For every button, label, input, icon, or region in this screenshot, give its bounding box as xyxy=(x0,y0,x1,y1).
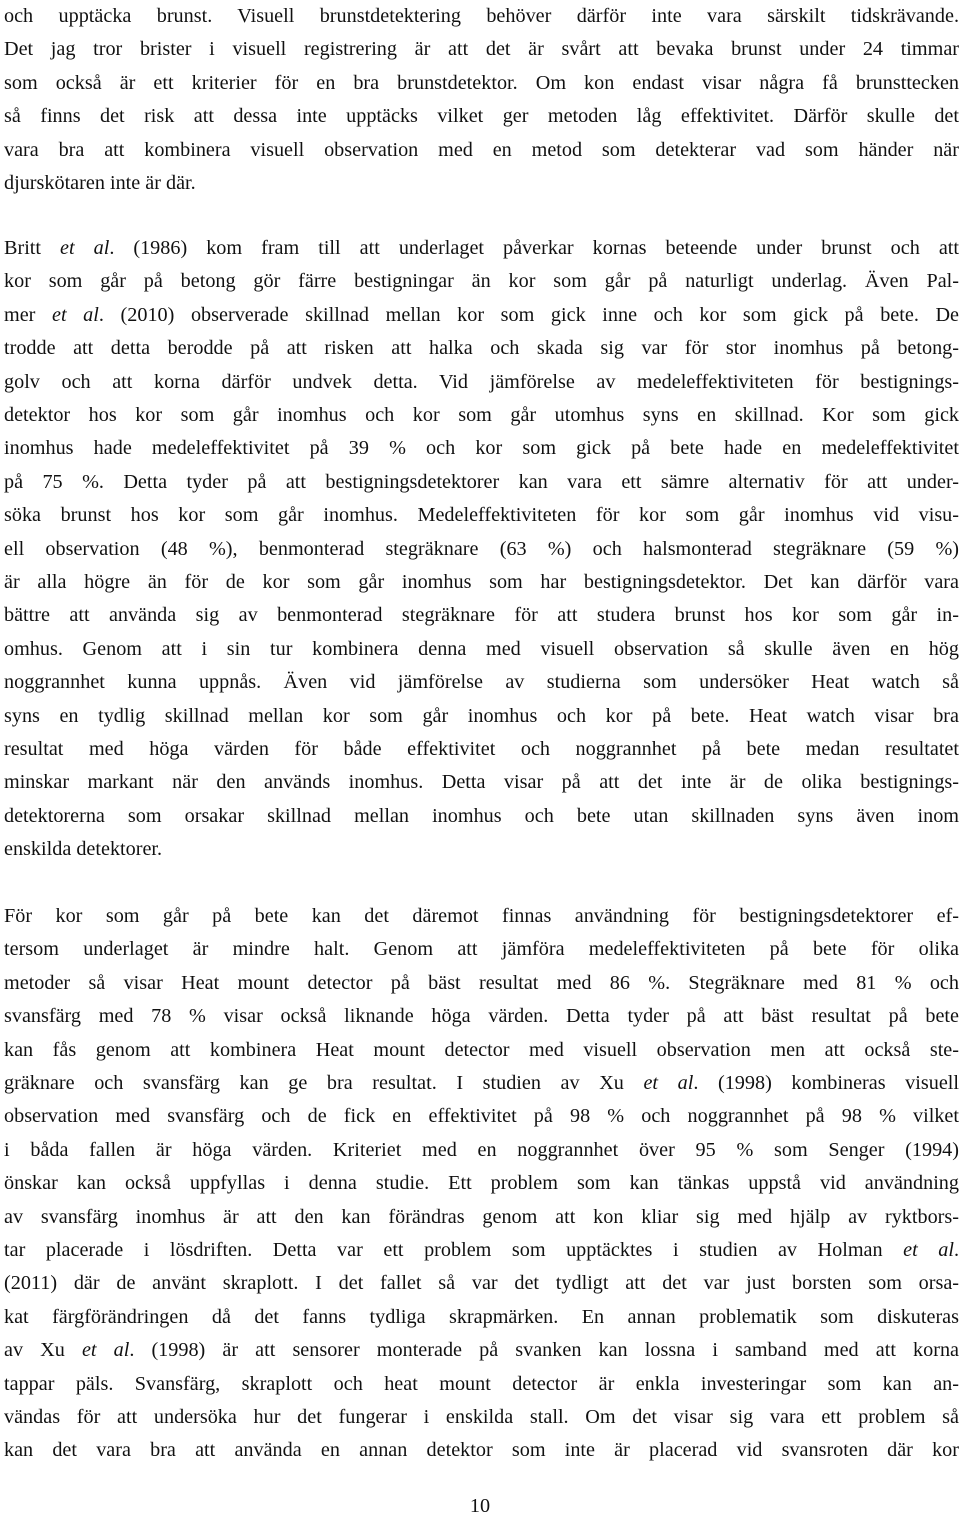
text-line xyxy=(4,766,959,799)
text-segment: mer xyxy=(4,303,52,326)
text-line xyxy=(4,1100,959,1133)
text-line xyxy=(4,933,959,966)
page-number: 10 xyxy=(469,1495,491,1517)
text-line xyxy=(4,967,959,1000)
text-segment: syns en tydlig skillnad mellan kor som går inomhus och kor på bete. Heat watch visar bra xyxy=(4,704,959,727)
text-segment: så finns det risk att dessa inte upptäcks vilket ger metoden låg effektivitet. Därför skulle det xyxy=(4,105,959,128)
text-segment: . (1998) är att sensorer monterade på svanken kan lossna i samband med att korna xyxy=(129,1339,959,1362)
text-line xyxy=(4,1401,959,1434)
text-line xyxy=(4,299,959,332)
text-segment: observation med svansfärg och de fick en effektivitet på 98 % och noggrannhet på 98 % vilket xyxy=(4,1105,959,1128)
text-line xyxy=(4,67,959,100)
text-segment: bättre att använda sig av benmonterad stegräknare för att studera brunst hos kor som går in- xyxy=(4,604,959,627)
text-segment: . (1986) kom fram till att underlaget påverkar kornas beteende under brunst och att xyxy=(109,237,959,259)
text-line xyxy=(4,566,959,599)
text-line xyxy=(4,332,959,365)
text-segment: ell observation (48 %), benmonterad stegräknare (63 %) och halsmonterad stegräknare (59 %) xyxy=(4,537,959,560)
text-segment: Det jag tror brister i visuell registrering är att det är svårt att bevaka brunst under 24 timmar xyxy=(4,38,959,61)
text-segment: omhus. Genom att i sin tur kombinera denna med visuell observation så skulle även en hög xyxy=(4,637,959,660)
text-line xyxy=(4,733,959,766)
text-segment: . xyxy=(953,1239,959,1261)
text-segment: kan fås genom att kombinera Heat mount detector med visuell observation men att också ste- xyxy=(4,1038,959,1061)
text-line xyxy=(4,533,959,566)
text-segment: av svansfärg inomhus är att den kan förändras genom att kon kliar sig med hjälp av ryktbors- xyxy=(4,1205,959,1228)
text-segment: som också är ett kriterier för en bra brunstdetektor. Om kon endast visar några få brunsttecken xyxy=(4,71,959,94)
text-line xyxy=(4,399,959,432)
text-segment: . (1998) kombineras visuell xyxy=(693,1072,959,1094)
text-segment: kan det vara bra att använda en annan detektor som inte är placerad vid svansroten där kor xyxy=(4,1439,959,1462)
text-line xyxy=(4,633,959,666)
text-line xyxy=(4,366,959,399)
text-line xyxy=(4,1034,959,1067)
text-line xyxy=(4,1267,959,1300)
text-segment: tar placerade i lösdriften. Detta var ett problem som upptäcktes i studien av Holman xyxy=(4,1239,904,1261)
text-segment: i båda fallen är höga värden. Kriteriet med en noggrannhet över 95 % som Senger (1994) xyxy=(4,1138,959,1161)
text-line xyxy=(4,1201,959,1234)
text-line xyxy=(4,833,959,866)
text-line xyxy=(4,900,959,933)
text-segment: kor som går på betong gör färre bestigningar än kor som går på naturligt underlag. Även Pal- xyxy=(4,270,959,293)
text-line xyxy=(4,1167,959,1200)
text-line xyxy=(4,0,959,33)
citation-italic: et al xyxy=(52,303,99,326)
text-segment: av Xu xyxy=(4,1339,82,1362)
text-segment: svansfärg med 78 % visar också liknande höga värden. Detta tyder på att bäst resultat på bete xyxy=(4,1005,959,1028)
text-segment: på 75 %. Detta tyder på att bestigningsdetektorer kan vara ett sämre alternativ för att under- xyxy=(4,470,959,493)
text-segment: söka brunst hos kor som går inomhus. Medeleffektiviteten för kor som går inomhus vid visu- xyxy=(4,504,959,527)
text-segment: minskar markant när den används inomhus. Detta visar på att det inte är de olika bestignings- xyxy=(4,771,959,794)
text-segment: är alla högre än för de kor som går inomhus som har bestigningsdetektor. Det kan därför vara xyxy=(4,571,959,593)
text-segment: detektorerna som orsakar skillnad mellan inomhus och bete utan skillnaden syns även inom xyxy=(4,804,959,827)
text-line xyxy=(4,1301,959,1334)
text-line xyxy=(4,800,959,833)
text-segment: djurskötaren inte är där. xyxy=(4,172,196,194)
text-segment: golv och att korna därför undvek detta. Vid jämförelse av medeleffektiviteten för bestignings- xyxy=(4,370,959,393)
text-line xyxy=(4,1000,959,1033)
text-line xyxy=(4,1134,959,1167)
text-segment: (2011) där de använt skraplott. I det fallet så var det tydligt att det var just borsten som orsa- xyxy=(4,1272,959,1295)
citation-italic: et al xyxy=(903,1239,954,1261)
text-line xyxy=(4,499,959,532)
text-segment: vändas för att undersöka hur det fungerar i enskilda stall. Om det visar sig vara ett problem så xyxy=(4,1406,959,1428)
text-segment: metoder så visar Heat mount detector på bäst resultat med 86 %. Stegräknare med 81 % och xyxy=(4,971,959,994)
text-segment: . (2010) observerade skillnad mellan kor som gick inne och kor som gick på bete. De xyxy=(98,303,960,326)
text-line xyxy=(4,432,959,465)
text-segment: enskilda detektorer. xyxy=(4,838,163,861)
text-line xyxy=(4,134,959,167)
text-line xyxy=(4,1368,959,1401)
text-segment: För kor som går på bete kan det däremot finnas användning för bestigningsdetektorer ef- xyxy=(4,905,959,927)
text-line xyxy=(4,466,959,499)
citation-italic: et al xyxy=(60,237,110,259)
text-segment: inomhus hade medeleffektivitet på 39 % och kor som gick på bete hade en medeleffektivitet xyxy=(4,437,959,460)
text-segment: kat färgförändringen då det fanns tydliga skrapmärken. En annan problematik som diskuteras xyxy=(4,1305,959,1328)
text-segment: Britt xyxy=(4,237,61,259)
text-line xyxy=(4,1434,959,1467)
text-segment: noggrannhet kunna uppnås. Även vid jämförelse av studierna som undersöker Heat watch så xyxy=(4,671,959,694)
text-line xyxy=(4,167,959,200)
text-line xyxy=(4,599,959,632)
text-line xyxy=(4,700,959,733)
text-segment: detektor hos kor som går inomhus och kor som går utomhus syns en skillnad. Kor som gick xyxy=(4,404,959,426)
text-segment: gräknare och svansfärg kan ge bra resultat. I studien av Xu xyxy=(4,1072,644,1094)
text-line xyxy=(4,100,959,133)
text-segment: trodde att detta berodde på att risken att halka och skada sig var för stor inomhus på betong- xyxy=(4,337,959,360)
text-line xyxy=(4,1334,959,1367)
text-segment: tappar päls. Svansfärg, skraplott och heat mount detector är enkla investeringar som kan an- xyxy=(4,1372,959,1395)
text-segment: önskar kan också uppfyllas i denna studie. Ett problem som kan tänkas uppstå vid användning xyxy=(4,1172,959,1195)
text-segment: resultat med höga värden för både effektivitet och noggrannhet på bete medan resultatet xyxy=(4,738,959,760)
text-segment: vara bra att kombinera visuell observation med en metod som detekterar vad som händer när xyxy=(4,138,959,161)
citation-italic: et al xyxy=(643,1072,694,1094)
text-line xyxy=(4,33,959,66)
text-segment: och upptäcka brunst. Visuell brunstdetektering behöver därför inte vara särskilt tidskrävande. xyxy=(4,5,959,27)
text-segment: tersom underlaget är mindre halt. Genom att jämföra medeleffektiviteten på bete för olika xyxy=(4,938,959,961)
text-line xyxy=(4,666,959,699)
citation-italic: et al xyxy=(81,1339,130,1362)
text-line xyxy=(4,232,959,265)
text-line xyxy=(4,265,959,298)
text-line xyxy=(4,1067,959,1100)
text-line xyxy=(4,1234,959,1267)
